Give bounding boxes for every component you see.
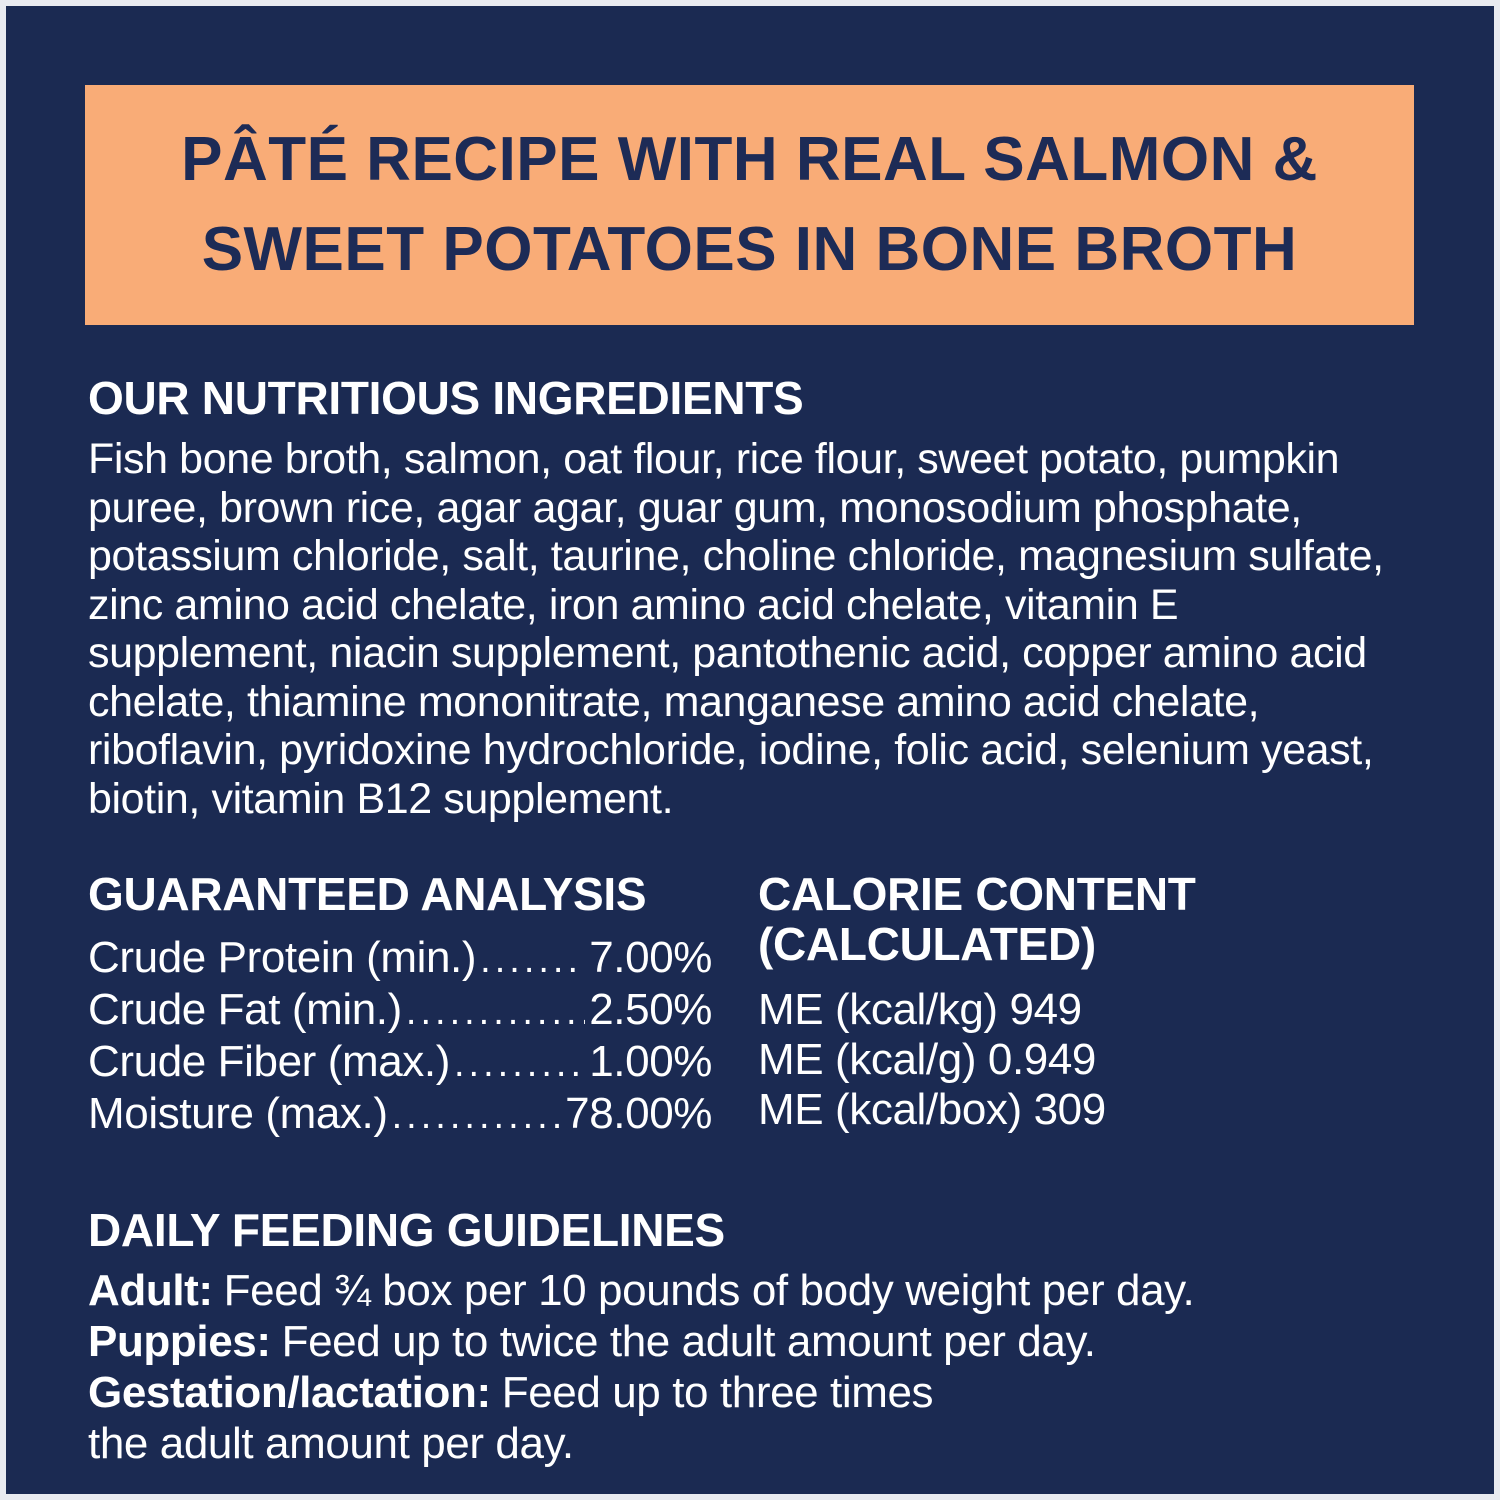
- analysis-value: 7.00%: [589, 933, 712, 982]
- feeding-text-gestation: Feed up to three times: [501, 1368, 934, 1417]
- analysis-row-crude-fiber: [88, 1037, 712, 1089]
- calorie-line-kcal-kg: ME (kcal/kg) 949: [758, 985, 1082, 1034]
- analysis-label: Crude Fat (min.): [88, 985, 402, 1034]
- analysis-value: 2.50%: [589, 985, 712, 1034]
- analysis-row-crude-fat: [88, 985, 712, 1037]
- feeding-line-puppies: [88, 1316, 1402, 1367]
- feeding-line-adult: [88, 1265, 1402, 1316]
- feeding-text-gestation-cont: the adult amount per day.: [88, 1419, 574, 1468]
- calorie-heading-line2: (CALCULATED): [758, 918, 1096, 970]
- dotted-leader: [454, 1039, 585, 1089]
- analysis-columns: [88, 869, 1402, 1141]
- feeding-text-puppies: Feed up to twice the adult amount per day.: [281, 1317, 1096, 1366]
- product-title-banner: [85, 85, 1414, 325]
- calorie-line-kcal-g: ME (kcal/g) 0.949: [758, 1035, 1097, 1084]
- ingredients-section: [88, 373, 1402, 823]
- guaranteed-analysis-table: [88, 933, 712, 1141]
- feeding-line-gestation: [88, 1367, 1402, 1418]
- calorie-lines: [758, 985, 1402, 1135]
- analysis-label: Crude Protein (min.): [88, 933, 477, 982]
- product-title-line1: PÂTÉ RECIPE WITH REAL SALMON &: [181, 125, 1318, 194]
- calorie-line-kcal-box: ME (kcal/box) 309: [758, 1085, 1106, 1134]
- dotted-leader: [480, 935, 585, 985]
- dotted-leader: [406, 987, 585, 1037]
- label-content: [6, 373, 1494, 1469]
- dotted-leader: [392, 1091, 562, 1141]
- calorie-content-section: [758, 869, 1402, 1141]
- feeding-guidelines-section: [88, 1205, 1402, 1469]
- feeding-line-gestation-cont: [88, 1418, 1402, 1469]
- feeding-guidelines-heading: DAILY FEEDING GUIDELINES: [88, 1204, 725, 1256]
- feeding-label-puppies: Puppies:: [88, 1317, 271, 1366]
- feeding-text-adult: Feed ¾ box per 10 pounds of body weight per day.: [223, 1266, 1195, 1315]
- analysis-value: 78.00%: [565, 1089, 712, 1138]
- guaranteed-analysis-section: [88, 869, 712, 1141]
- product-title-line2: SWEET POTATOES IN BONE BROTH: [201, 215, 1298, 284]
- calorie-heading-line1: CALORIE CONTENT: [758, 868, 1196, 920]
- feeding-label-adult: Adult:: [88, 1266, 213, 1315]
- analysis-row-crude-protein: [88, 933, 712, 985]
- ingredients-heading: OUR NUTRITIOUS INGREDIENTS: [88, 372, 804, 424]
- guaranteed-analysis-heading: GUARANTEED ANALYSIS: [88, 868, 647, 920]
- label-panel: [6, 6, 1494, 1494]
- analysis-label: Moisture (max.): [88, 1089, 388, 1138]
- feeding-guidelines-lines: [88, 1265, 1402, 1469]
- analysis-row-moisture: [88, 1089, 712, 1141]
- ingredients-list: Fish bone broth, salmon, oat flour, rice flour, sweet potato, pumpkin puree, brown rice, agar agar, guar gum, monosodium phosphate, potassium chloride, salt, taurine, choline chloride, magnesium sulfate, zinc amino acid chelate, iron amino acid chelate, vitamin E supplement, niacin supplement, pantothenic acid, copper amino acid chelate, thiamine mononitrate, manganese amino acid chelate, riboflavin, pyridoxine hydrochloride, iodine, folic acid, selenium yeast, biotin, vitamin B12 supplement.: [88, 435, 1384, 823]
- analysis-value: 1.00%: [589, 1037, 712, 1086]
- feeding-label-gestation: Gestation/lactation:: [88, 1368, 491, 1417]
- analysis-label: Crude Fiber (max.): [88, 1037, 450, 1086]
